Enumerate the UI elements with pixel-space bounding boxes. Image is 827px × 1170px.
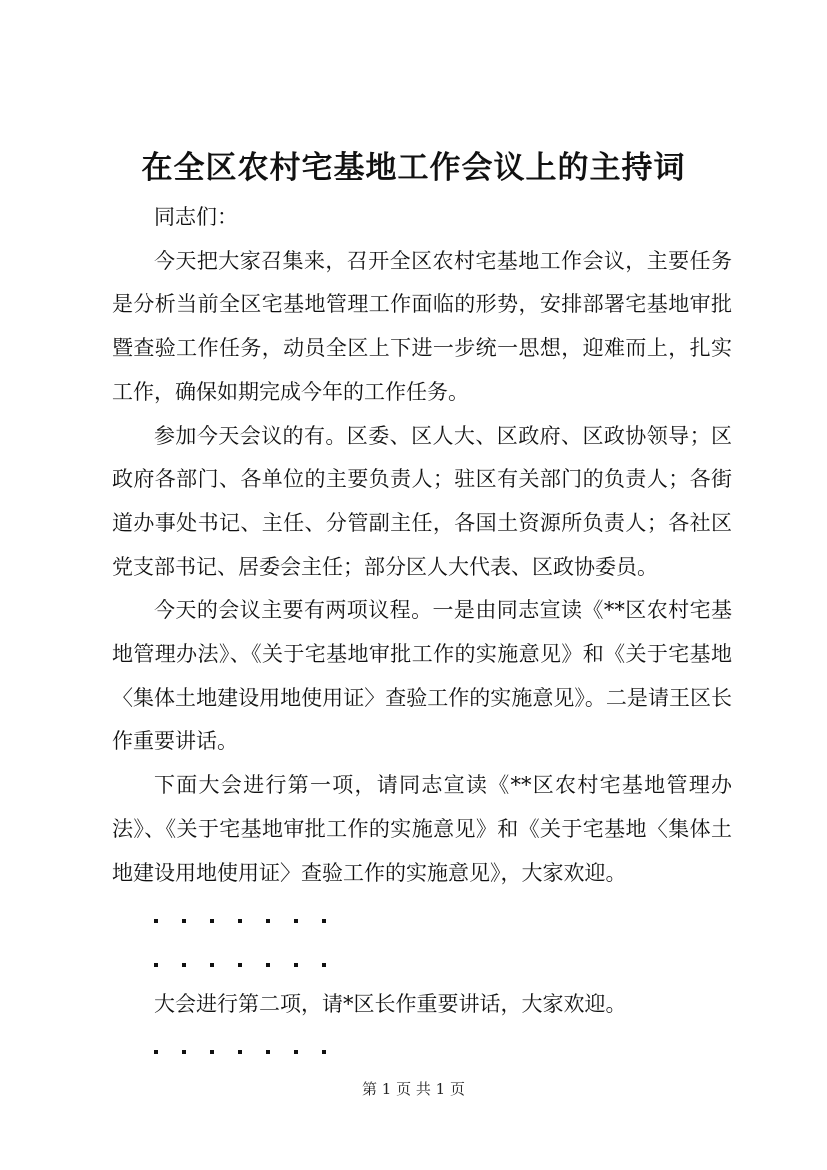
ellipsis-dot	[182, 919, 186, 923]
ellipsis-dot	[322, 1050, 326, 1054]
ellipsis-dot	[210, 919, 214, 923]
ellipsis-dot	[238, 963, 242, 967]
document-title: 在全区农村宅基地工作会议上的主持词	[141, 150, 686, 186]
ellipsis-dot	[154, 919, 158, 923]
ellipsis-line-1	[112, 895, 732, 939]
paragraph-second-item: 大会进行第二项，请*区长作重要讲话，大家欢迎。	[154, 991, 627, 1016]
greeting: 同志们：	[154, 205, 238, 229]
ellipsis-dot	[294, 963, 298, 967]
ellipsis-dot	[210, 963, 214, 967]
paragraph-attendees: 参加今天会议的有。区委、区人大、区政府、区政协领导；区政府各部门、各单位的主要负责人；驻区有关部门的负责人；各街道办事处书记、主任、分管副主任，各国土资源所负责人；各社区党支部书记、居委会主任；部分区人大代表、区政协委员。	[112, 423, 732, 579]
ellipsis-dot	[182, 1050, 186, 1054]
ellipsis-line-2	[112, 939, 732, 983]
ellipsis-dot	[266, 963, 270, 967]
ellipsis-dot	[238, 919, 242, 923]
ellipsis-dot	[154, 1050, 158, 1054]
ellipsis-dot	[210, 1050, 214, 1054]
ellipsis-dot	[322, 963, 326, 967]
ellipsis-dot	[154, 963, 158, 967]
document-body	[112, 196, 732, 1070]
ellipsis-dot	[294, 919, 298, 923]
page-footer: 第 1 页 共 1 页	[362, 1080, 465, 1098]
ellipsis-line-3	[112, 1026, 732, 1070]
ellipsis-dot	[322, 919, 326, 923]
ellipsis-dot	[238, 1050, 242, 1054]
paragraph-agenda: 今天的会议主要有两项议程。一是由同志宣读《**区农村宅基地管理办法》、《关于宅基地审批工作的实施意见》和《关于宅基地〈集体土地建设用地使用证〉查验工作的实施意见》。二是请王区长作重要讲话。	[112, 598, 732, 754]
ellipsis-dot	[266, 919, 270, 923]
ellipsis-dot	[266, 1050, 270, 1054]
paragraph-intro: 今天把大家召集来，召开全区农村宅基地工作会议，主要任务是分析当前全区宅基地管理工作面临的形势，安排部署宅基地审批暨查验工作任务，动员全区上下进一步统一思想，迎难而上，扎实工作，确保如期完成今年的工作任务。	[112, 248, 732, 404]
ellipsis-dot	[182, 963, 186, 967]
paragraph-first-item: 下面大会进行第一项，请同志宣读《**区农村宅基地管理办法》、《关于宅基地审批工作的实施意见》和《关于宅基地〈集体土地建设用地使用证〉查验工作的实施意见》，大家欢迎。	[112, 773, 732, 885]
ellipsis-dot	[294, 1050, 298, 1054]
